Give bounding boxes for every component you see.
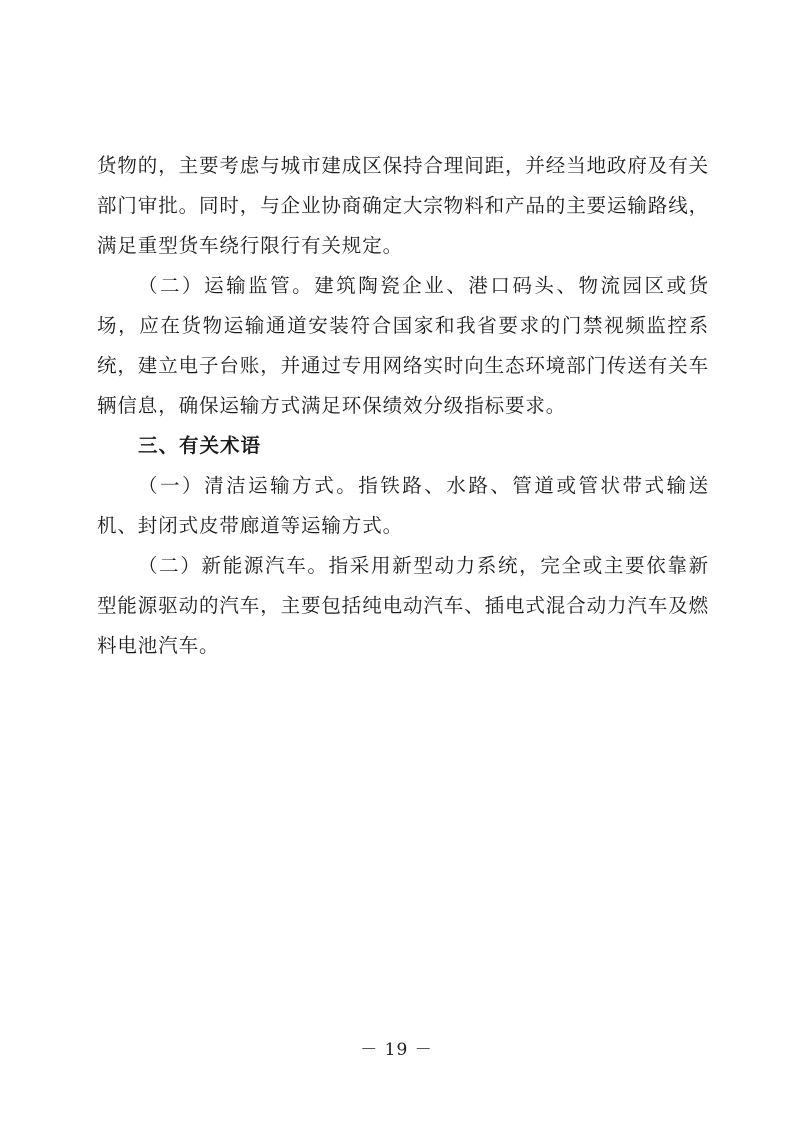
page-number: － 19 － xyxy=(360,1040,433,1060)
paragraph-transport-supervision: （二）运输监管。建筑陶瓷企业、港口码头、物流园区或货场，应在货物运输通道安装符合国家和我省要求的门禁视频监控系统，建立电子台账，并通过专用网络实时向生态环境部门传送有关车辆信息，确保运输方式满足环保绩效分级指标要求。 xyxy=(97,274,710,417)
section-heading-terms: 三、有关术语 xyxy=(138,434,262,457)
paragraph-new-energy-vehicle: （二）新能源汽车。指采用新型动力系统，完全或主要依靠新型能源驱动的汽车，主要包括纯电动汽车、插电式混合动力汽车及燃料电池汽车。 xyxy=(97,554,710,657)
paragraph-route-approval: 货物的，主要考虑与城市建成区保持合理间距，并经当地政府及有关部门审批。同时，与企业协商确定大宗物料和产品的主要运输路线，满足重型货车绕行限行有关规定。 xyxy=(97,154,710,257)
paragraph-clean-transport: （一）清洁运输方式。指铁路、水路、管道或管状带式输送机、封闭式皮带廊道等运输方式。 xyxy=(97,474,709,537)
document-body xyxy=(97,146,709,666)
